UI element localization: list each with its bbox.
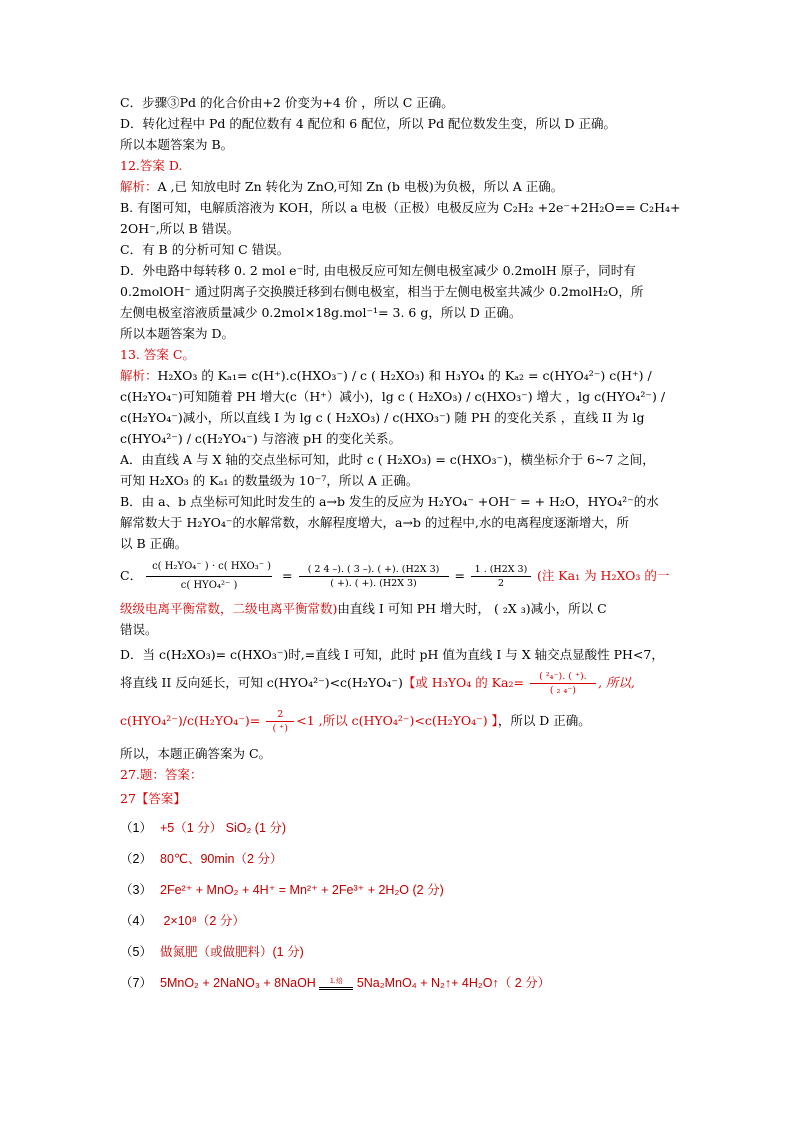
answer-text: 做氮肥（或做肥料）(1 分) [160, 945, 304, 959]
answer-item [120, 906, 680, 937]
answer-number: （2） [120, 852, 152, 866]
text-line: B. 有图可知，电解质溶液为 KOH，所以 a 电极（正极）电极反应为 C₂H₂ +2e⁻+2H₂O== C₂H₄+ [120, 200, 681, 215]
arrow-line [319, 987, 353, 988]
answer-heading-27-bracket: 27【答案】 [120, 791, 186, 806]
option-label: C． [120, 568, 143, 583]
fraction-denominator: c( HYO₄²⁻ ) [180, 580, 238, 591]
answer-list [120, 813, 680, 999]
text-line: 左侧电极室溶液质量减少 0.2mol×18g.mol⁻¹= 3. 6 g，所以 D 正确。 [120, 305, 522, 320]
answer-text: 2Fe²⁺ + MnO₂ + 4H⁺ = Mn²⁺ + 2Fe³⁺ + 2H₂O (2 分) [160, 883, 444, 897]
answer-heading-27: 27.题：答案： [120, 767, 203, 782]
answer-heading-12: 12.答案 D. [120, 158, 183, 173]
text-line: c(H₂YO₄⁻)减小，所以直线 I 为 lg c ( H₂XO₃) / c(HXO₃⁻) 随 PH 的变化关系 ，直线 II 为 lg [120, 410, 645, 425]
text-line [120, 598, 680, 619]
fraction-numerator: 2 [266, 708, 294, 722]
fraction-numerator: c( H₂YO₄⁻ ) · c( HXO₃⁻ ) [146, 558, 272, 577]
text-span: 由直线 I 可知 PH 增大时， ( ₂X ₃)减小，所以 C [337, 601, 607, 616]
text-span: A ,已 知放电时 Zn 转化为 ZnO,可知 Zn (b 电极)为负极，所以 A 正确。 [157, 179, 564, 194]
text-span: H₂XO₃ 的 Kₐ₁= c(H⁺).c(HXO₃⁻) / c ( H₂XO₃) 和 H₃YO₄ 的 Kₐ₂ = c(HYO₄²⁻) c(H⁺) / [157, 368, 652, 383]
formula-line-d2 [120, 701, 680, 741]
text-line: 以 B 正确。 [120, 536, 188, 551]
text-line: A．由直线 A 与 X 轴的交点坐标可知，此时 c ( H₂XO₃) = c(HXO₃⁻)，横坐标介于 6~7 之间， [120, 452, 655, 467]
text-line [120, 365, 680, 386]
equals-sign: = [282, 568, 293, 583]
fraction [146, 558, 272, 595]
answer-number: （4） [120, 914, 152, 928]
analysis-label: 解析： [120, 179, 158, 194]
answer-number: （5） [120, 945, 152, 959]
fraction-denominator: ( ₂ ₄⁻) [549, 685, 576, 696]
text-line: C．步骤③Pd 的化合价由+2 价变为+4 价 ，所以 C 正确。 [120, 95, 454, 110]
fraction [266, 708, 294, 735]
text-line: 所以本题答案为 B。 [120, 137, 234, 152]
fraction [471, 563, 531, 590]
analysis-label: 解析： [120, 368, 158, 383]
note-text: , 所以, [597, 675, 635, 690]
fraction [530, 670, 596, 697]
answer-text: +5（1 分） SiO₂ (1 分) [160, 821, 287, 835]
answer-item [120, 813, 680, 844]
answer-item [120, 844, 680, 875]
answer-number: （1） [120, 821, 152, 835]
answer-number: （3） [120, 883, 152, 897]
text-line: 所以本题答案为 D。 [120, 326, 234, 341]
text-line: D．转化过程中 Pd 的配位数有 4 配位和 6 配位，所以 Pd 配位数发生变，所以 D 正确。 [120, 116, 617, 131]
answer-item [120, 937, 680, 968]
fraction-numerator: ( ²₄⁻). ( ⁺). [530, 670, 596, 684]
note-text: <1 ,所以 c(HYO₄²⁻)<c(H₂YO₄⁻) 】 [296, 713, 498, 728]
answer-text: 5MnO₂ + 2NaNO₃ + 8NaOH [160, 976, 316, 990]
text-line: B．由 a、b 点坐标可知此时发生的 a→b 发生的反应为 H₂YO₄⁻ +OH⁻ = + H₂O，HYO₄²⁻的水 [120, 494, 659, 509]
answer-text: 5Na₂MnO₄ + N₂↑+ 4H₂O↑（ 2 分） [356, 976, 551, 990]
note-text: (注 Ka₁ 为 H₂XO₃ 的一 [536, 568, 670, 583]
fraction-denominator: 2 [497, 578, 504, 589]
text-line: 错误。 [120, 622, 158, 637]
note-text: c(HYO₄²⁻)/c(H₂YO₄⁻)= [120, 713, 261, 728]
text-span: 将直线 II 反向延长，可知 c(HYO₄²⁻)<c(H₂YO₄⁻) [120, 675, 403, 690]
text-line [120, 176, 680, 197]
answer-number: （7） [120, 976, 152, 990]
answer-text: 2×10⁸（2 分） [160, 914, 245, 928]
formula-line-c [120, 554, 680, 598]
text-line: c(HYO₄²⁻) / c(H₂YO₄⁻) 与溶液 pH 的变化关系。 [120, 431, 402, 446]
equals-sign: = [454, 568, 465, 583]
fraction-numerator: ( 2 4 –). ( 3 –). ( +). (H2X 3) [299, 563, 449, 577]
answer-heading-13: 13. 答案 C。 [120, 347, 195, 362]
answer-item [120, 968, 680, 999]
answer-item [120, 875, 680, 906]
text-line: c(H₂YO₄⁻)可知随着 PH 增大(c（H⁺）减小)，lg c ( H₂XO₃) / c(HXO₃⁻) 增大 ，lg c(HYO₄²⁻) / [120, 389, 666, 404]
note-text: 【或 H₃YO₄ 的 Ka₂= [402, 675, 524, 690]
fraction-denominator: ( ⁺) [272, 723, 288, 734]
text-line: 0.2molOH⁻ 通过阴离子交换膜迁移到右侧电极室，相当于左侧电极室共减少 0.2molH₂O，所 [120, 284, 644, 299]
fraction-numerator: 1 . (H2X 3) [471, 563, 531, 577]
fraction-denominator: ( +). ( +). (H2X 3) [330, 578, 417, 589]
text-line: 2OH⁻,所以 B 错误。 [120, 221, 240, 236]
document-page [120, 92, 680, 999]
text-line: 可知 H₂XO₃ 的 Kₐ₁ 的数量级为 10⁻⁷，所以 A 正确。 [120, 473, 419, 488]
text-line: 所以，本题正确答案为 C。 [120, 746, 272, 761]
formula-line-d [120, 665, 680, 701]
text-line: 解常数大于 H₂YO₄⁻的水解常数，水解程度增大，a→b 的过程中,水的电离程度逐渐增大，所 [120, 515, 629, 530]
fraction [299, 563, 449, 590]
text-line: D．外电路中每转移 0. 2 mol e⁻时, 由电极反应可知左侧电极室减少 0.2molH 原子，同时有 [120, 263, 636, 278]
answer-text: 80℃、90min（2 分） [160, 852, 283, 866]
text-line: D．当 c(H₂XO₃)= c(HXO₃⁻)时,=直线 I 可知，此时 pH 值为直线 I 与 X 轴交点显酸性 PH<7， [120, 647, 664, 662]
text-span: ，所以 D 正确。 [497, 713, 591, 728]
text-line: C．有 B 的分析可知 C 错误。 [120, 242, 290, 257]
reaction-condition: 1.焙 [329, 977, 343, 985]
note-text: 级级电离平衡常数，二级电离平衡常数) [120, 601, 338, 616]
reaction-arrow [319, 978, 353, 990]
arrow-line [319, 989, 353, 990]
